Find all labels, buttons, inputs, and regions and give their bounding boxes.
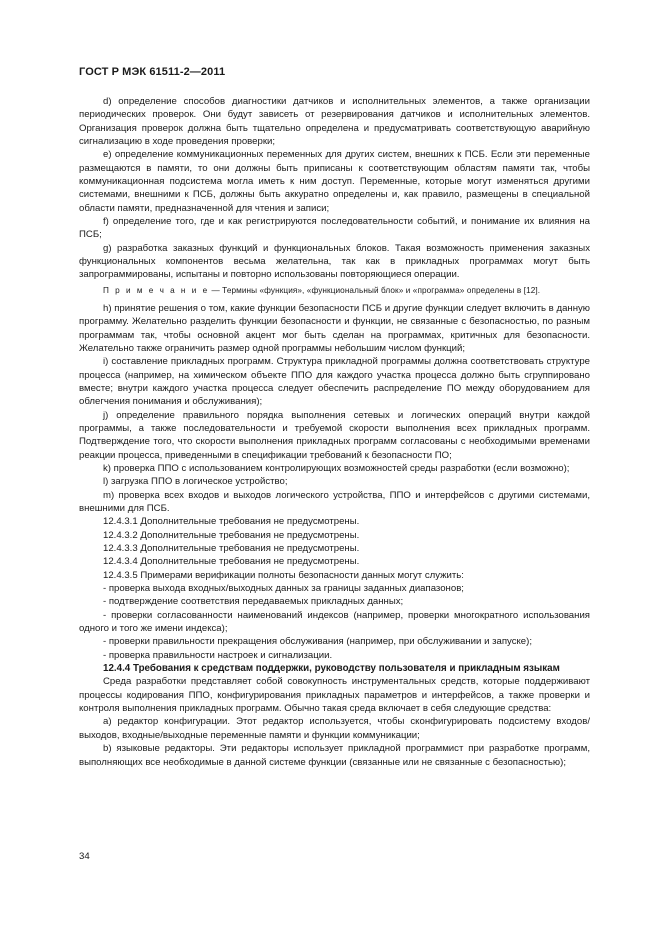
list-item-index-consistency: - проверки согласованности наименований индексов (например, проверки многократного использования одного и того же имени индекса);	[79, 609, 590, 635]
page-number: 34	[79, 851, 90, 862]
list-item-range-check: - проверка выхода входных/выходных данных за границы заданных диапазонов;	[103, 583, 464, 595]
clause-12-4-3-1: 12.4.3.1 Дополнительные требования не предусмотрены.	[103, 516, 360, 528]
paragraph-l: l) загрузка ППО в логическое устройство;	[103, 476, 288, 488]
note-text: — Термины «функция», «функциональный блок» и «программа» определены в [12].	[209, 285, 541, 295]
clause-12-4-3-5: 12.4.3.5 Примерами верификации полноты безопасности данных могут служить:	[103, 569, 464, 581]
clause-12-4-3-3: 12.4.3.3 Дополнительные требования не предусмотрены.	[103, 543, 360, 554]
clause-12-4-3-4: 12.4.3.4 Дополнительные требования не предусмотрены.	[103, 556, 360, 568]
section-heading-12-4-4: 12.4.4 Требования к средствам поддержки, руководству пользователя и прикладным языкам	[103, 663, 560, 675]
list-item-service-termination: - проверки правильности прекращения обслуживания (например, при обслуживании и запуске);	[103, 636, 533, 648]
list-item-data-confirmation: - подтверждение соответствия передаваемых прикладных данных;	[103, 596, 404, 608]
paragraph-h: h) принятие решения о том, какие функции безопасности ПСБ и другие функции следует включить в данную программу. Желательно разделить функции безопасности и функции, не связанные с безопасностью, по разным программам так, чтобы основной акцент мог быть сделан на программах, критичных для безопасности. Желательно также ограничить размер одной программы небольшим числом функций;	[79, 302, 590, 354]
paragraph-g: g) разработка заказных функций и функциональных блоков. Такая возможность применения заказных функциональных компонентов весьма желательна, так как в прикладных программах могут быть запрограммированы, испытаны и повторно использованы повторяющиеся операции.	[79, 242, 590, 281]
paragraph-a-config-editor: а) редактор конфигурации. Этот редактор используется, чтобы сконфигурировать подсистему входов/выходов, входные/выходные переменные памяти и функции коммуникации;	[79, 716, 590, 741]
paragraph-e: е) определение коммуникационных переменных для других систем, внешних к ПСБ. Если эти переменные размещаются в памяти, то они должны быть приписаны к соответствующим областям памяти так, чтобы коммуникационная подсистема могла иметь к ним доступ. Переменные, которые могут изменяться другими системами, внешними к ПСБ, должны быть аккуратно определены и, как правило, размещены в специальной области памяти, предназначенной для чтения и записи;	[79, 149, 590, 214]
document-header: ГОСТ Р МЭК 61511-2—2011	[79, 66, 226, 78]
note	[79, 285, 590, 297]
paragraph-d: d) определение способов диагностики датчиков и исполнительных элементов, а также организации периодических проверок. Они будут зависеть от резервирования датчиков и исполнительных элементов. Организация проверок должна быть тщательно определена и предусматривать соответствующую аварийную сигнализацию в ходе проведения проверки;	[79, 96, 590, 148]
page-content	[79, 95, 590, 769]
paragraph-j: j) определение правильного порядка выполнения сетевых и логических операций внутри каждой программы, а также последовательности и требуемой скорости выполнения всех прикладных программ. Подтверждение того, что скорости выполнения прикладных программ согласованы с необходимыми временами реакции процесса, приведенными в спецификации требований к безопасности ПО;	[79, 409, 590, 461]
paragraph-b-language-editors: b) языковые редакторы. Эти редакторы использует прикладной программист при разработке программ, выполняющих все необходимые в данной системе функции (связанные или не связанные с безопасностью);	[79, 743, 590, 768]
paragraph-i: i) составление прикладных программ. Структура прикладной программы должна соответствовать структуре процесса (например, на химическом объекте ППО для каждого участка процесса должно быть сгруппировано вместе; внутри каждого участка процесса следует обеспечить распределение ПО между оборудованием для облегчения понимания и обслуживания);	[79, 356, 590, 408]
list-item-settings-check: - проверка правильности настроек и сигнализации.	[103, 649, 333, 661]
paragraph-f: f) определение того, где и как регистрируются последовательности событий, и понимание их влияния на ПСБ;	[79, 216, 590, 241]
clause-12-4-3-2: 12.4.3.2 Дополнительные требования не предусмотрены.	[103, 529, 360, 541]
paragraph-m: m) проверка всех входов и выходов логического устройства, ППО и интерфейсов с другими системами, внешними для ПСБ.	[79, 489, 590, 514]
paragraph-k: k) проверка ППО с использованием контролирующих возможностей среды разработки (если возможно);	[103, 462, 570, 474]
paragraph-dev-environment: Среда разработки представляет собой совокупность инструментальных средств, которые поддерживают процессы кодирования ППО, конфигурирования прикладных параметров и интерфейсов, а также проверки и контроля выполнения прикладных программ. Обычно такая среда включает в себя следующие средства:	[79, 676, 590, 715]
note-label: П р и м е ч а н и е	[103, 285, 210, 295]
